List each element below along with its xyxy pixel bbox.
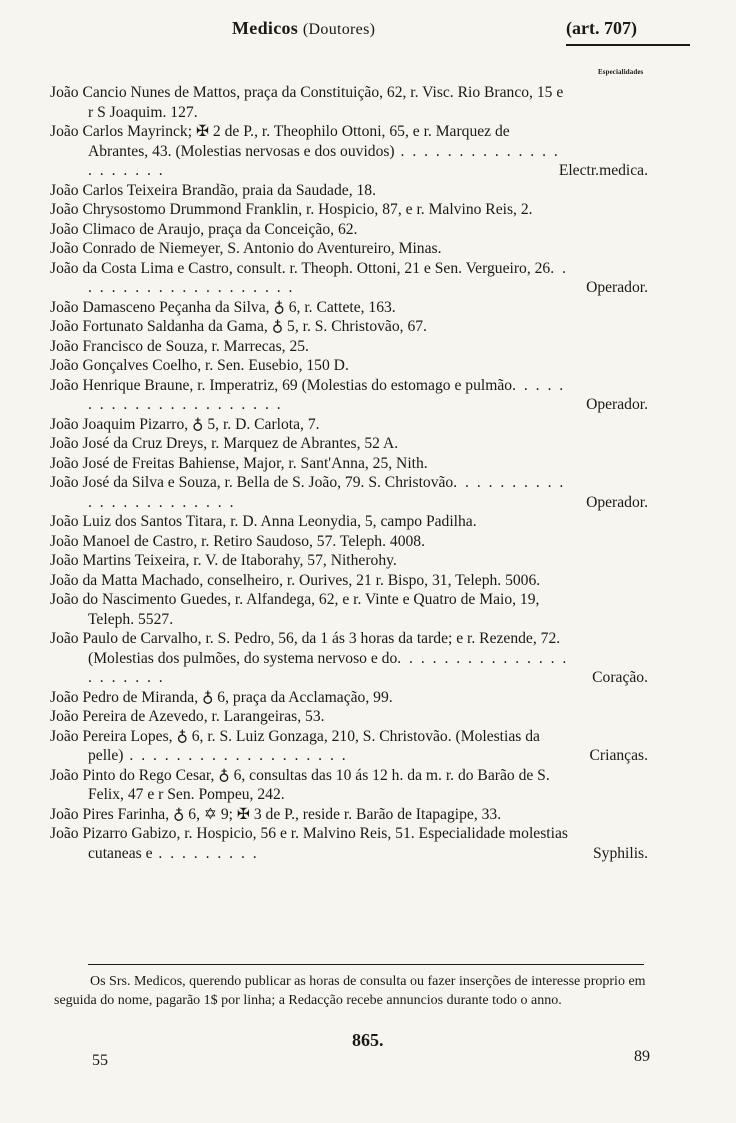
entry-text: João da Costa Lima e Castro, consult. r. Theoph. Ottoni, 21 e Sen. Vergueiro, 26: [50, 259, 551, 277]
page-number-center: 865.: [352, 1030, 384, 1050]
physician-entry: [50, 512, 570, 532]
entry-text: João Pizarro Gabizo, r. Hospicio, 56 e r. Malvino Reis, 51. Especialidade molestias cutaneas e: [50, 825, 568, 862]
physician-entry: [50, 571, 570, 591]
physician-entry: [50, 766, 570, 805]
entry-text: João Pereira Lopes, ♁ 6, r. S. Luiz Gonzaga, 210, S. Christovão. (Molestias da pelle): [50, 727, 540, 764]
entry-leader-dots: . . . . . . . . . . . . . . . . . . . . . .: [88, 376, 566, 413]
entry-text: João Francisco de Souza, r. Marrecas, 25.: [50, 337, 309, 355]
entry-specialty: Operador.: [586, 493, 648, 511]
physician-entry: [50, 337, 570, 357]
physician-entry: [50, 707, 570, 727]
entry-text: João Fortunato Saldanha da Gama, ♁ 5, r. S. Christovão, 67.: [50, 318, 427, 335]
entry-text: João Manoel de Castro, r. Retiro Saudoso, 57. Teleph. 4008.: [50, 532, 425, 550]
physician-entry: [50, 298, 570, 318]
entry-text: João Gonçalves Coelho, r. Sen. Eusebio, 150 D.: [50, 357, 349, 374]
entry-text: João José da Silva e Souza, r. Bella de S. João, 79. S. Christovão: [50, 474, 454, 491]
physician-entry: [50, 824, 648, 863]
physician-entry: [50, 727, 648, 766]
page-header: [0, 14, 736, 48]
physician-entry: [50, 200, 570, 220]
physician-entry: [50, 805, 570, 825]
physician-entry: [50, 239, 570, 259]
specialties-column-heading: Especialidades: [598, 68, 644, 76]
title-subtitle: (Doutores): [302, 21, 376, 38]
physician-entry: [50, 356, 570, 376]
entry-text: João Paulo de Carvalho, r. S. Pedro, 56, da 1 ás 3 horas da tarde; e r. Rezende, 72. (Molestias dos pulmões, do systema nervoso e do: [50, 630, 561, 667]
entry-text: João Luiz dos Santos Titara, r. D. Anna Leonydia, 5, campo Padilha.: [50, 513, 477, 530]
entry-text: João Conrado de Niemeyer, S. Antonio do Aventureiro, Minas.: [50, 240, 442, 257]
physician-entry: [50, 590, 570, 629]
entry-text: João Martins Teixeira, r. V. de Itaborahy, 57, Nitherohy.: [50, 552, 397, 569]
physician-entry: [50, 454, 570, 474]
physician-entry: [50, 122, 648, 181]
entry-text: João Chrysostomo Drummond Franklin, r. Hospicio, 87, e r. Malvino Reis, 2.: [50, 201, 533, 218]
advertising-notice: Os Srs. Medicos, querendo publicar as horas de consulta ou fazer inserções de interesse proprio em seguida do nome, pagarão 1$ por linha; a Redacção recebe annuncios durante todo o anno.: [54, 974, 646, 1008]
physician-entry: [50, 376, 648, 415]
entry-text: João Climaco de Araujo, praça da Conceição, 62.: [50, 220, 358, 238]
physician-list: [50, 83, 648, 863]
physician-entry: [50, 317, 570, 337]
physician-entry: [50, 434, 570, 454]
entry-specialty: Electr.medica.: [558, 162, 648, 179]
page-number-right: 89: [634, 1048, 650, 1065]
entry-leader-dots: . . . . . . . . . . . . . . . . . . . . . . .: [88, 474, 566, 511]
footer-divider: [88, 964, 644, 965]
entry-text: João Pires Farinha, ♁ 6, ✡ 9; ✠ 3 de P., reside r. Barão de Itapagipe, 33.: [50, 805, 502, 823]
entry-specialty: Coração.: [592, 669, 648, 686]
entry-text: João Joaquim Pizarro, ♁ 5, r. D. Carlota, 7.: [50, 415, 320, 433]
physician-entry: [50, 83, 570, 122]
entry-text: João Carlos Teixeira Brandão, praia da Saudade, 18.: [50, 181, 376, 199]
entry-text: João Henrique Braune, r. Imperatriz, 69 (Molestias do estomago e pulmão: [50, 376, 513, 394]
entry-specialty: Operador.: [586, 396, 648, 413]
page-title: [232, 18, 375, 39]
header-rule: [566, 44, 690, 46]
signature-mark-left: 55: [92, 1052, 108, 1069]
physician-entry: [50, 220, 570, 240]
entry-text: João Pereira de Azevedo, r. Larangeiras, 53.: [50, 708, 325, 725]
entry-text: João Cancio Nunes de Mattos, praça da Constituição, 62, r. Visc. Rio Branco, 15 e r S Joaquim. 127.: [50, 84, 564, 121]
entry-text: João Pinto do Rego Cesar, ♁ 6, consultas das 10 ás 12 h. da m. r. do Barão de S. Felix, 47 e r Sen. Pompeu, 242.: [50, 766, 550, 803]
title-text: Medicos: [232, 18, 299, 38]
article-reference: (art. 707): [566, 18, 637, 38]
entry-leader-dots: . . . . . . . . . . . . . . . . . . .: [123, 747, 348, 764]
physician-entry: [50, 415, 570, 435]
entry-text: João José de Freitas Bahiense, Major, r. Sant'Anna, 25, Nith.: [50, 454, 428, 472]
physician-entry: [50, 551, 570, 571]
entry-text: João do Nascimento Guedes, r. Alfandega, 62, e r. Vinte e Quatro de Maio, 19, Teleph. 5527.: [50, 591, 540, 628]
physician-entry: [50, 181, 570, 201]
entry-specialty: Operador.: [586, 279, 648, 296]
entry-text: João Pedro de Miranda, ♁ 6, praça da Acclamação, 99.: [50, 688, 393, 706]
entry-specialty: Crianças.: [589, 747, 648, 764]
entry-text: João José da Cruz Dreys, r. Marquez de Abrantes, 52 A.: [50, 435, 399, 452]
physician-entry: [50, 532, 570, 552]
physician-entry: [50, 629, 648, 688]
physician-entry: [50, 688, 570, 708]
physician-entry: [50, 259, 648, 298]
entry-leader-dots: . . . . . . . . .: [152, 844, 259, 862]
physician-entry: [50, 473, 648, 512]
entry-text: João Carlos Mayrinck; ✠ 2 de P., r. Theophilo Ottoni, 65, e r. Marquez de Abrantes, 43. (Molestias nervosas e dos ouvidos): [50, 123, 510, 160]
entry-leader-dots: . . . . . . . . . . . . . . . . . . . . . .: [88, 649, 569, 686]
entry-leader-dots: . . . . . . . . . . . . . . . . . . . . .: [88, 142, 560, 179]
entry-specialty: Syphilis.: [592, 844, 648, 862]
entry-leader-dots: . . . . . . . . . . . . . . . . . . . .: [88, 259, 568, 296]
entry-text: João Damasceno Peçanha da Silva, ♁ 6, r. Cattete, 163.: [50, 298, 396, 316]
entry-text: João da Matta Machado, conselheiro, r. Ourives, 21 r. Bispo, 31, Teleph. 5006.: [50, 571, 541, 589]
